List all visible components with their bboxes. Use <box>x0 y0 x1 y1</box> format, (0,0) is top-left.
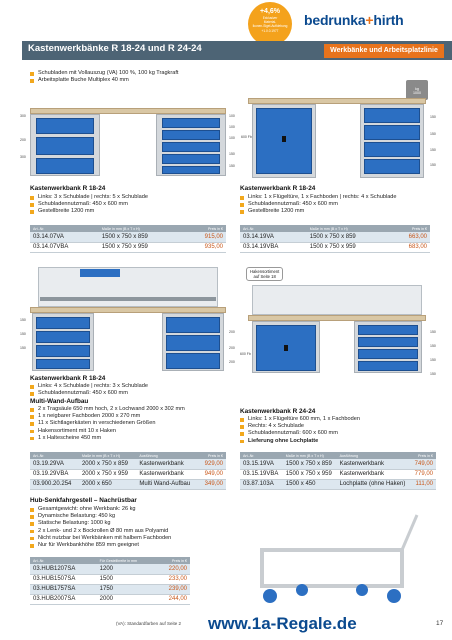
callout-text: auf Seite 18 <box>253 274 276 279</box>
list-item: Rechts: 4 x Schublade <box>240 423 360 430</box>
dim-label: 300 <box>20 114 26 118</box>
table-row[interactable] <box>240 232 430 242</box>
trolley-handle <box>402 515 417 550</box>
list-item: Gesamtgewicht: ohne Werkbank: 26 kg <box>30 506 171 513</box>
table-row[interactable] <box>30 564 190 574</box>
page-title: Kastenwerkbänke R 18-24 und R 24-24 <box>28 43 202 54</box>
dimensions: 1500 x 750 x 959 <box>307 242 391 252</box>
column-header: Art.-Nr. <box>30 225 99 232</box>
dimensions: 1500 x 750 x 859 <box>99 232 186 242</box>
dim-label: 200 <box>20 138 26 142</box>
price: 349,00 <box>199 479 226 489</box>
list-item: Lieferung ohne Lochplatte <box>240 438 360 445</box>
category-tab[interactable]: Werkbänke und Arbeitsplatzlinie <box>324 44 444 58</box>
table-row[interactable] <box>240 479 436 489</box>
price: 935,00 <box>185 242 226 252</box>
promo-badge <box>248 2 292 46</box>
list-item: Gestellbreite 1200 mm <box>240 208 397 215</box>
column-header: Preis in € <box>156 557 190 564</box>
hook-set-callout[interactable] <box>246 267 283 281</box>
dim-label: 150 <box>229 152 235 156</box>
list-item: Schubladennutzmaß: 450 x 600 mm <box>240 201 397 208</box>
wheel-icon <box>296 584 308 596</box>
variant: Kastenwerkbank <box>136 469 199 479</box>
weight-value: 1000 <box>413 91 421 96</box>
dim-label: 150 <box>20 318 26 322</box>
article-number: 03.87.103A <box>240 479 283 489</box>
article-number: 03.HUB1757SA <box>30 584 97 594</box>
dim-label: 150 <box>430 358 436 362</box>
article-number: 03.14.07VA <box>30 232 99 242</box>
column-header: Für Gestellbreite in mm <box>97 557 157 564</box>
list-item: Links: 4 x Schublade | rechts: 3 x Schublade <box>30 383 148 390</box>
column-header: Maße in mm (B x T x H) <box>307 225 391 232</box>
list-item: Schubladen mit Vollauszug (VA) 100 %, 100 kg Tragkraft <box>30 70 178 77</box>
list-item: Statische Belastung: 1000 kg <box>30 520 171 527</box>
article-number: 03.19.29VBA <box>30 469 79 479</box>
article-number: 03.19.29VA <box>30 459 79 469</box>
list-item: 2 x Lenk- und 2 x Bockrollen Ø 80 mm aus Polyamid <box>30 528 171 535</box>
variant: Kastenwerkbank <box>337 469 411 479</box>
product-title: Kastenwerkbank R 18-24 <box>240 185 316 192</box>
dimensions: 2000 x 750 x 959 <box>79 469 136 479</box>
price: 949,00 <box>199 469 226 479</box>
column-header: Art.-Nr. <box>240 225 307 232</box>
column-header: Ausführung <box>136 452 199 459</box>
price: 233,00 <box>156 574 190 584</box>
table-row[interactable] <box>30 242 226 252</box>
price-table <box>30 225 226 253</box>
dim-label: 600 Fb <box>240 352 251 356</box>
dim-label: 150 <box>430 132 436 136</box>
badge-percent: +4,6% <box>259 8 281 15</box>
dim-label: 200 <box>229 346 235 350</box>
weight-unit: kg <box>415 87 419 91</box>
column-header: Preis in € <box>185 225 226 232</box>
frame-width: 1500 <box>97 574 157 584</box>
feature-list <box>30 383 148 397</box>
wheel-icon <box>387 589 401 603</box>
dimensions: 1500 x 450 <box>283 479 337 489</box>
list-item: Dynamische Belastung: 450 kg <box>30 513 171 520</box>
table-row[interactable] <box>30 594 190 604</box>
brand-logo[interactable] <box>304 12 404 28</box>
price-table <box>240 225 430 253</box>
article-number: 03.HUB1507SA <box>30 574 97 584</box>
badge-text: Ikonen-Sigel-Aufklebung <box>252 24 288 29</box>
product-title: Hub-Senkfahrgestell – Nachrüstbar <box>30 497 137 504</box>
article-number: 03.14.07VBA <box>30 242 99 252</box>
product-title: Kastenwerkbank R 18-24 <box>30 185 106 192</box>
list-item: Schubladennutzmaß: 600 x 600 mm <box>240 430 360 437</box>
list-item: Schubladennutzmaß: 450 x 600 mm <box>30 201 148 208</box>
feature-list <box>30 506 171 549</box>
dim-label: 150 <box>229 164 235 168</box>
price-table <box>30 452 226 490</box>
dim-label: 150 <box>430 115 436 119</box>
badge-text: Exklusiver <box>262 16 278 20</box>
variant: Kastenwerkbank <box>136 459 199 469</box>
feature-list <box>240 416 360 445</box>
feature-list <box>30 194 148 216</box>
frame-width: 2000 <box>97 594 157 604</box>
list-item: Nicht nutzbar bei Werkbänken mit halbem Fachboden <box>30 535 171 542</box>
feature-list <box>30 406 185 442</box>
list-item: 1 x Haltescheine 450 mm <box>30 435 185 442</box>
frame-width: 1750 <box>97 584 157 594</box>
price: 749,00 <box>411 459 436 469</box>
logo-part: hirth <box>373 12 404 28</box>
badge-text: +1.0.0.1977 <box>261 28 279 33</box>
badge-text: Material- <box>263 20 277 25</box>
column-header: Art.-Nr. <box>30 452 79 459</box>
dim-label: 150 <box>430 163 436 167</box>
price-table <box>240 452 436 490</box>
wheel-icon <box>263 589 277 603</box>
table-row[interactable] <box>30 584 190 594</box>
dimensions: 1500 x 750 x 959 <box>283 469 337 479</box>
table-row[interactable] <box>30 574 190 584</box>
dimensions: 1500 x 750 x 959 <box>99 242 186 252</box>
wheel-icon <box>356 584 368 596</box>
table-row[interactable] <box>240 242 430 252</box>
dim-label: 600 Fb <box>241 135 252 139</box>
product-image-r24-24 <box>248 285 426 375</box>
dim-label: 150 <box>430 330 436 334</box>
section-subtitle: Multi-Wand-Aufbau <box>30 398 89 405</box>
feature-list <box>240 194 397 216</box>
column-header: Preis in € <box>411 452 436 459</box>
dim-label: 200 <box>229 360 235 364</box>
column-header: Maße in mm (B x T x H) <box>283 452 337 459</box>
article-number: 03.HUB1207SA <box>30 564 97 574</box>
dim-label: 150 <box>430 148 436 152</box>
column-header: Maße in mm (B x T x H) <box>79 452 136 459</box>
frame-width: 1200 <box>97 564 157 574</box>
product-image-r18-24-door <box>248 98 426 180</box>
dim-label: 100 <box>229 125 235 129</box>
list-item: Links: 3 x Schublade | rechts: 5 x Schublade <box>30 194 148 201</box>
table-row[interactable] <box>240 469 436 479</box>
price: 663,00 <box>391 232 430 242</box>
list-item: Links: 1 x Flügeltüre 600 mm, 1 x Fachboden <box>240 416 360 423</box>
logo-part: bedrunka <box>304 12 366 28</box>
dim-label: 100 <box>229 136 235 140</box>
variant: Multi Wand-Aufbau <box>136 479 199 489</box>
table-row[interactable] <box>240 459 436 469</box>
dim-label: 100 <box>229 114 235 118</box>
article-number: 03.14.19VBA <box>240 242 307 252</box>
table-row[interactable] <box>30 459 226 469</box>
dimensions: 2000 x 650 <box>79 479 136 489</box>
dim-label: 150 <box>430 372 436 376</box>
list-item: Links: 1 x Flügeltüre, 1 x Fachboden | rechts: 4 x Schublade <box>240 194 397 201</box>
dimensions: 1500 x 750 x 859 <box>283 459 337 469</box>
article-number: 03.14.19VA <box>240 232 307 242</box>
footnote: (VA): Standardfarben auf Seite 2 <box>116 621 181 626</box>
product-title: Kastenwerkbank R 18-24 <box>30 375 106 382</box>
variant: Lochplatte (ohne Haken) <box>337 479 411 489</box>
price: 779,00 <box>411 469 436 479</box>
price: 683,00 <box>391 242 430 252</box>
column-header: Preis in € <box>199 452 226 459</box>
price: 915,00 <box>185 232 226 242</box>
intro-list <box>30 70 178 84</box>
product-image-multiwall <box>30 265 226 373</box>
list-item: Schubladennutzmaß: 450 x 600 mm <box>30 390 148 397</box>
price-table <box>30 557 190 605</box>
website-link[interactable]: www.1a-Regale.de <box>208 614 357 633</box>
table-row[interactable] <box>30 469 226 479</box>
logo-plus: + <box>365 12 374 28</box>
price: 239,00 <box>156 584 190 594</box>
article-number: 03.HUB2007SA <box>30 594 97 604</box>
table-row[interactable] <box>30 232 226 242</box>
product-title: Kastenwerkbank R 24-24 <box>240 408 316 415</box>
article-number: 03.15.19VA <box>240 459 283 469</box>
trolley-frame <box>262 550 402 586</box>
page-number: 17 <box>436 620 444 627</box>
variant: Kastenwerkbank <box>337 459 411 469</box>
dimensions: 1500 x 750 x 859 <box>307 232 391 242</box>
list-item: Arbeitsplatte Buche Multiplex 40 mm <box>30 77 178 84</box>
list-item: Hakensortiment mit 10 x Haken <box>30 428 185 435</box>
list-item: Nur für Werkbankhöhe 859 mm geeignet <box>30 542 171 549</box>
weight-icon <box>406 80 428 100</box>
callout-text: Hakensortiment <box>250 269 280 274</box>
column-header: Art.-Nr. <box>240 452 283 459</box>
dimensions: 2000 x 750 x 859 <box>79 459 136 469</box>
column-header: Maße in mm (B x T x H) <box>99 225 186 232</box>
dim-label: 300 <box>20 155 26 159</box>
list-item: Gestellbreite 1200 mm <box>30 208 148 215</box>
list-item: 11 x Sichtlagerkästen in verschiedenen Größen <box>30 420 185 427</box>
price: 111,00 <box>411 479 436 489</box>
dim-label: 150 <box>20 332 26 336</box>
article-number: 03.900.20.254 <box>30 479 79 489</box>
column-header: Preis in € <box>391 225 430 232</box>
list-item: 1 x neigbarer Fachboden 2000 x 270 mm <box>30 413 185 420</box>
list-item: 2 x Tragsäule 650 mm hoch, 2 x Lochwand 2000 x 302 mm <box>30 406 185 413</box>
product-image-lift-trolley <box>232 510 432 610</box>
table-row[interactable] <box>30 479 226 489</box>
column-header: Ausführung <box>337 452 411 459</box>
dim-label: 150 <box>430 344 436 348</box>
price: 929,00 <box>199 459 226 469</box>
column-header: Art.-Nr. <box>30 557 97 564</box>
price: 220,00 <box>156 564 190 574</box>
product-image-r18-24-drawers <box>30 108 226 180</box>
dim-label: 200 <box>229 330 235 334</box>
dim-label: 150 <box>20 346 26 350</box>
article-number: 03.15.19VBA <box>240 469 283 479</box>
price: 244,00 <box>156 594 190 604</box>
